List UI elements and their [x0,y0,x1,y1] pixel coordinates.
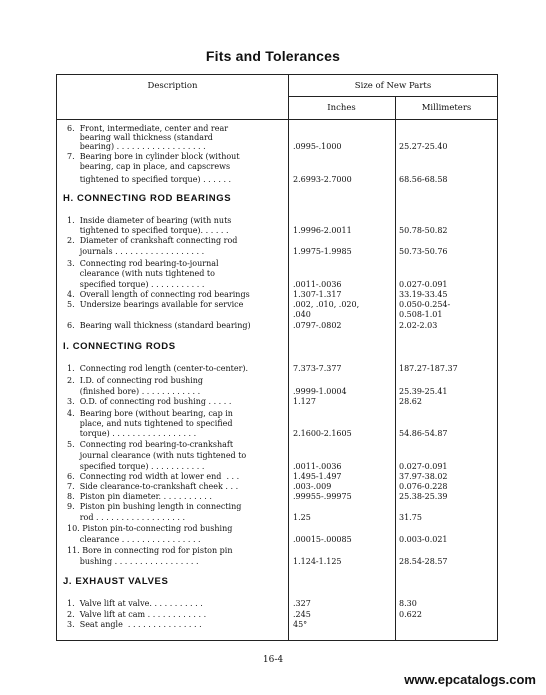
row-description: 2. I.D. of connecting rod bushing [67,376,204,385]
row-millimeters: 0.027-0.091 [399,280,448,289]
row-description: bearing) . . . . . . . . . . . . . . . . . . [67,142,206,151]
row-inches: 7.373-7.377 [293,364,342,373]
row-description: 5. Connecting rod bearing-to-crankshaft [67,440,234,449]
row-description: 2. Valve lift at cam . . . . . . . . . . . . [67,610,207,619]
row-millimeters: 37.97-38.02 [399,472,448,481]
row-description: 1. Valve lift at valve. . . . . . . . . . . [67,599,203,608]
section-heading: I. CONNECTING RODS [63,341,176,352]
header-description: Description [147,81,198,91]
row-inches: .002, .010, .020, [293,300,360,309]
row-millimeters: 0.003-0.021 [399,535,448,544]
row-inches: 1.9996-2.0011 [293,226,352,235]
row-description: 8. Piston pin diameter. . . . . . . . . . . [67,492,212,501]
row-description: specified torque) . . . . . . . . . . . [67,462,205,471]
row-description: 11. Bore in connecting rod for piston pin [67,546,233,555]
row-millimeters: 50.73-50.76 [399,247,448,256]
row-description: journals . . . . . . . . . . . . . . . . . . [67,247,205,256]
header-divider-size [288,96,497,97]
row-millimeters: 0.508-1.01 [399,310,443,319]
row-millimeters: 0.027-0.091 [399,462,448,471]
row-description: 4. Overall length of connecting rod bearings [67,290,250,299]
row-millimeters: 33.19-33.45 [399,290,448,299]
row-description: clearance (with nuts tightened to [67,269,215,278]
row-inches: 1.127 [293,397,316,406]
row-inches: 1.25 [293,513,311,522]
row-inches: .0011-.0036 [293,462,342,471]
row-description: 6. Connecting rod width at lower end . . . [67,472,240,481]
row-description: (finished bore) . . . . . . . . . . . . [67,387,201,396]
row-description: 3. O.D. of connecting rod bushing . . . . . [67,397,232,406]
column-divider-description [288,75,289,640]
row-description: 1. Connecting rod length (center-to-center). [67,364,249,373]
header-size-group: Size of New Parts [354,81,432,91]
row-inches: .245 [293,610,311,619]
row-millimeters: 31.75 [399,513,422,522]
row-inches: 1.124-1.125 [293,557,342,566]
header-divider-bottom [57,119,497,120]
row-millimeters: 0.076-0.228 [399,482,448,491]
row-description: clearance . . . . . . . . . . . . . . . . [67,535,201,544]
row-inches: 45° [293,620,308,629]
row-millimeters: 25.39-25.41 [399,387,448,396]
row-description: 6. Bearing wall thickness (standard bearing) [67,321,251,330]
row-description: 10. Piston pin-to-connecting rod bushing [67,524,233,533]
row-description: 6. Front, intermediate, center and rear [67,124,229,133]
row-millimeters: 25.38-25.39 [399,492,448,501]
row-millimeters: 187.27-187.37 [399,364,458,373]
row-inches: .327 [293,599,311,608]
row-millimeters: 28.62 [399,397,422,406]
row-description: tightened to specified torque). . . . . . [67,226,229,235]
row-millimeters: 54.86-54.87 [399,429,448,438]
row-description: specified torque) . . . . . . . . . . . [67,280,205,289]
header-millimeters: Millimeters [421,103,472,113]
section-heading: H. CONNECTING ROD BEARINGS [63,193,232,204]
watermark: www.epcatalogs.com [404,672,536,687]
row-inches: .0011-.0036 [293,280,342,289]
row-millimeters: 2.02-2.03 [399,321,438,330]
row-description: place, and nuts tightened to specified [67,419,233,428]
row-inches: 2.6993-2.7000 [293,175,352,184]
row-inches: .0995-.1000 [293,142,342,151]
row-description: bushing . . . . . . . . . . . . . . . . . [67,557,199,566]
row-millimeters: 28.54-28.57 [399,557,448,566]
row-millimeters: 68.56-68.58 [399,175,448,184]
row-description: bearing wall thickness (standard [67,133,213,142]
row-inches: .9999-1.0004 [293,387,347,396]
row-description: torque) . . . . . . . . . . . . . . . . . [67,429,197,438]
row-inches: 1.9975-1.9985 [293,247,352,256]
row-inches: .040 [293,310,311,319]
section-heading: J. EXHAUST VALVES [63,576,169,587]
row-inches: .003-.009 [293,482,332,491]
page-number: 16-4 [262,655,284,665]
row-description: 3. Seat angle . . . . . . . . . . . . . . . [67,620,202,629]
row-description: 1. Inside diameter of bearing (with nuts [67,216,232,225]
column-divider-units [395,96,396,640]
row-inches: .00015-.00085 [293,535,352,544]
row-description: 5. Undersize bearings available for service [67,300,244,309]
row-description: journal clearance (with nuts tightened to [67,451,247,460]
row-millimeters: 0.622 [399,610,422,619]
row-inches: .0797-.0802 [293,321,342,330]
row-description: 7. Side clearance-to-crankshaft cheek . . . [67,482,239,491]
row-millimeters: 0.050-0.254- [399,300,451,309]
row-millimeters: 50.78-50.82 [399,226,448,235]
row-description: 2. Diameter of crankshaft connecting rod [67,236,238,245]
page-title: Fits and Tolerances [205,48,341,64]
row-inches: 2.1600-2.1605 [293,429,352,438]
row-millimeters: 25.27-25.40 [399,142,448,151]
row-description: tightened to specified torque) . . . . . . [67,175,232,184]
row-description: rod . . . . . . . . . . . . . . . . . . [67,513,186,522]
row-description: 7. Bearing bore in cylinder block (without [67,152,240,161]
row-inches: .99955-.99975 [293,492,352,501]
header-inches: Inches [327,103,356,113]
row-description: 3. Connecting rod bearing-to-journal [67,259,219,268]
row-inches: 1.495-1.497 [293,472,342,481]
row-description: bearing, cap in place, and capscrews [67,162,231,171]
row-description: 4. Bearing bore (without bearing, cap in [67,409,233,418]
row-millimeters: 8.30 [399,599,417,608]
row-inches: 1.307-1.317 [293,290,342,299]
row-description: 9. Piston pin bushing length in connecting [67,502,242,511]
